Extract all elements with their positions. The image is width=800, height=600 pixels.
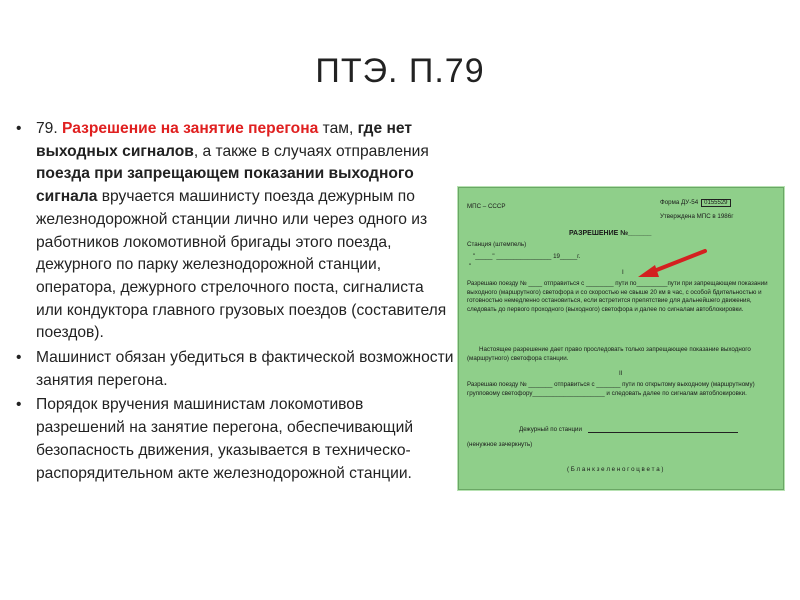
bullet-marker: • [16, 120, 22, 137]
form-hour-mark: " [469, 263, 472, 270]
form-section-1: I [622, 269, 624, 276]
form-paragraph-2: Настоящее разрешение дает право проследовать только запрещающее показание выходного (маршрутного) светофора станции. [467, 346, 751, 362]
bullet-1-number: 79. [36, 120, 63, 137]
bullet-item-3 [14, 394, 454, 485]
bullet-item-1 [14, 118, 454, 345]
bullet-1-text-a: там, [318, 120, 358, 137]
bullet-item-2 [14, 347, 454, 392]
form-number-label [660, 199, 731, 207]
green-permission-form [458, 187, 784, 490]
bullet-list [14, 118, 454, 487]
bullet-1-highlight: Разрешение на занятие перегона [62, 120, 319, 137]
slide-title: ПТЭ. П.79 [315, 52, 485, 90]
bullet-2-text: Машинист обязан убедиться в фактической возможности занятия перегона. [36, 349, 454, 389]
form-blank-label: ( Б л а н к з е л е н о г о ц в е т а ) [567, 466, 664, 473]
form-station-label: Станция (штемпель) [467, 241, 527, 248]
form-type-label: Форма ДУ-54 [660, 199, 699, 206]
form-mps-label: МПС – СССР [467, 203, 506, 210]
form-unneeded-label: (ненужное зачеркнуть) [467, 441, 533, 448]
form-section-2: II [619, 370, 623, 377]
form-paragraph-3: Разрешаю поезду № _______ отправиться с _______ пути по открытому выходному (маршрутному) групповому светофору_____________________ и следовать далее по сигналам автоблокировки. [467, 381, 755, 397]
bullet-1-bold-b: поезда при запрещающем показании выходного сигнала [36, 165, 414, 206]
red-arrow-icon [635, 248, 707, 280]
bullet-marker: • [16, 396, 22, 414]
form-signature-line [588, 432, 738, 433]
form-duty-label: Дежурный по станции [519, 426, 582, 433]
form-code-boxes: 0155529 [701, 199, 730, 207]
bullet-1-bold-a: где нет выходных сигналов [36, 120, 412, 160]
form-approved-label: Утверждена МПС в 1986г [660, 213, 734, 220]
form-paragraph-1: Разрешаю поезду № ____ отправиться с ________ пути по_________пути при запрещающем показании выходного (маршрутного) светофора и со скоростью не свыше 20 км в час, с особой бдительностью и готовностью немедленно остановиться, если встретится препятствие для дальнейшего движения, следовать до первого проходного (выходного) светофора и далее по сигналам автоблокировки. [467, 280, 768, 313]
form-duty-line [519, 426, 738, 433]
bullet-marker: • [16, 349, 22, 367]
form-date-line: "_____" ________________ 19_____г. [473, 253, 581, 260]
form-heading: РАЗРЕШЕНИЕ №______ [569, 230, 652, 237]
bullet-1-text-b: , а также в случаях отправления [193, 142, 429, 160]
bullet-1-text-c: вручается машинисту поезда дежурным по железнодорожной станции лично или через одного из работников локомотивной бригады этого поезда, дежурного по парку железнодорожной станции, оператора, дежурного стрелочного поста, сигналиста или кондуктора главного грузовых поездов (составителя поездов). [36, 188, 447, 342]
bullet-3-text: Порядок вручения машинистам локомотивов разрешений на занятие перегона, обеспечивающий безопасность движения, указывается в техническо-распорядительном акте железнодорожной станции. [36, 396, 414, 482]
